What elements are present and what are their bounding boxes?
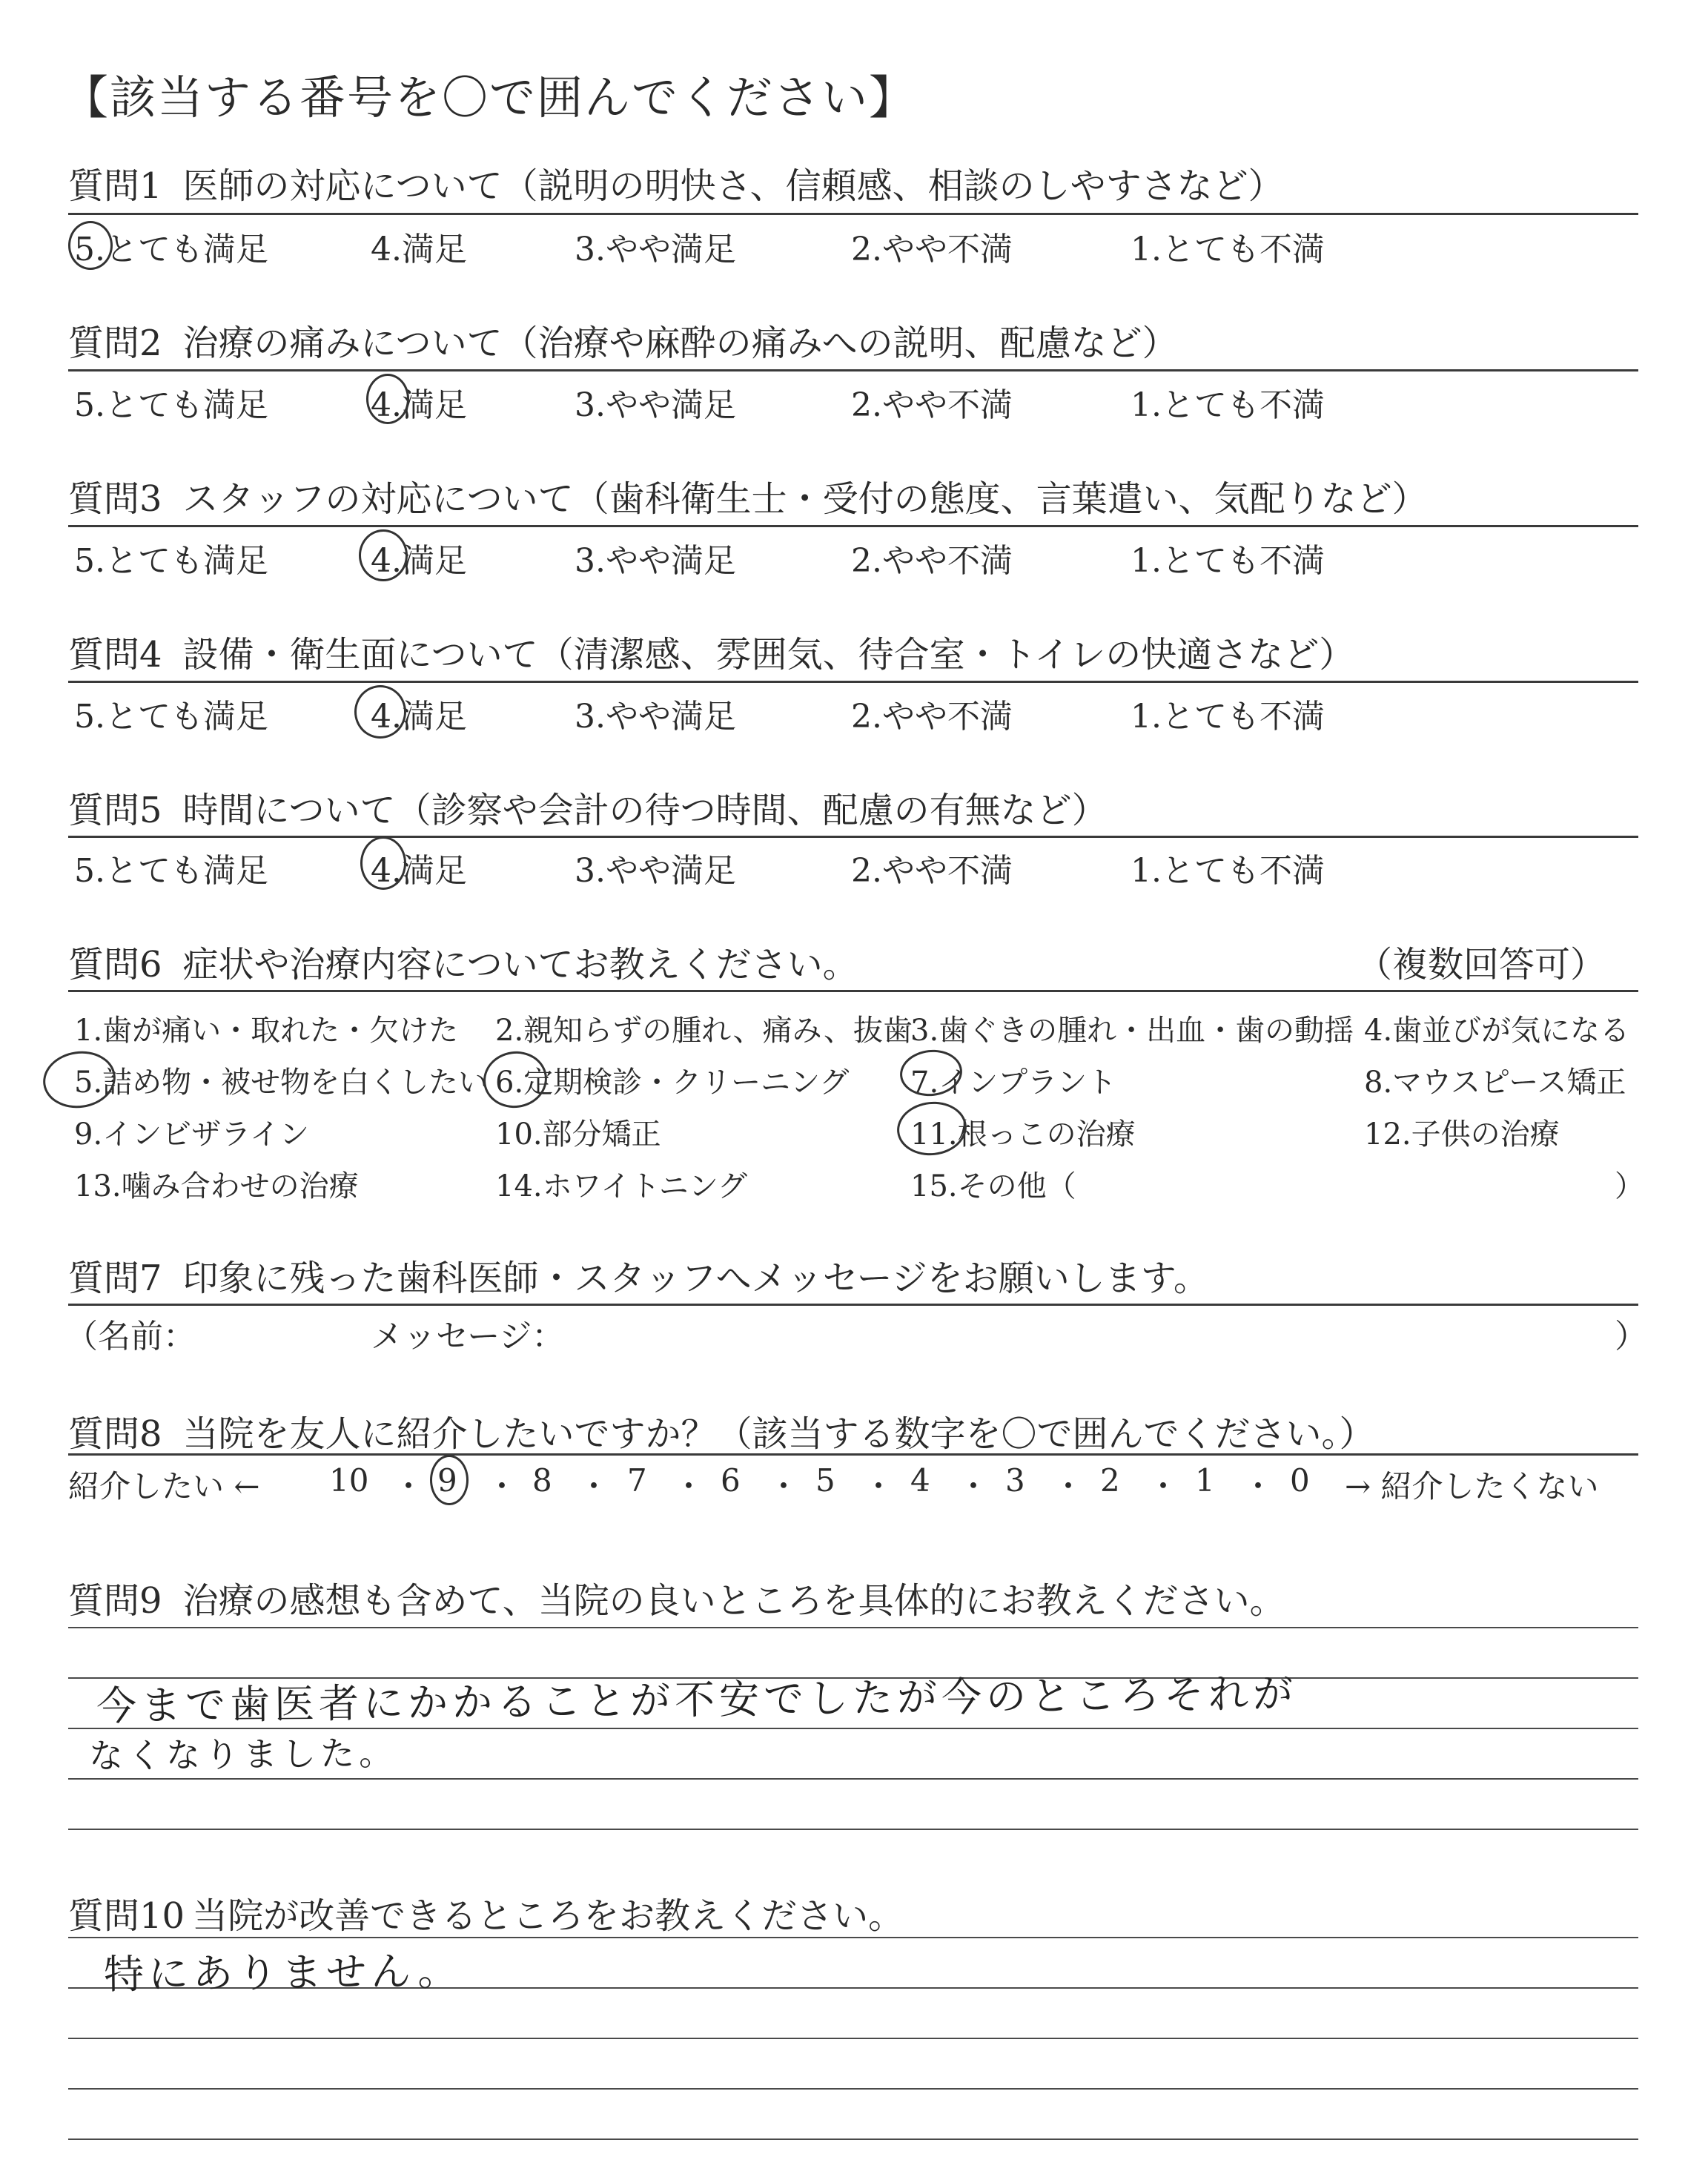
- q2-option-4[interactable]: 4.満足: [371, 386, 467, 424]
- question-4-label: 質問4: [68, 634, 162, 676]
- scale-2[interactable]: 2: [1100, 1462, 1120, 1499]
- scale-dot: ・: [863, 1468, 895, 1505]
- q3-option-3[interactable]: 3.やや満足: [575, 542, 736, 580]
- q6-item-6[interactable]: 6.定期検診・クリーニング: [495, 1066, 850, 1100]
- divider: [68, 525, 1638, 527]
- question-10-text: 当院が改善できるところをお教えください。: [192, 1895, 904, 1937]
- scale-dot: ・: [393, 1468, 425, 1505]
- divider: [68, 990, 1638, 992]
- q2-option-3[interactable]: 3.やや満足: [575, 386, 736, 424]
- q6-item-8[interactable]: 8.マウスピース矯正: [1364, 1066, 1626, 1100]
- selection-circle: [354, 685, 406, 739]
- scale-dot: ・: [1242, 1468, 1274, 1505]
- q1-option-3[interactable]: 3.やや満足: [575, 231, 736, 268]
- question-8-text: 当院を友人に紹介したいですか？（該当する数字を〇で囲んでください。）: [182, 1413, 1375, 1455]
- q1-option-5[interactable]: 5.とても満足: [74, 231, 268, 268]
- question-3: [68, 470, 1428, 521]
- question-3-label: 質問3: [68, 478, 162, 520]
- answer-line: [68, 2138, 1638, 2140]
- recommend-right-label: → 紹介したくない: [1345, 1468, 1599, 1505]
- multi-answer-note: （複数回答可）: [1357, 944, 1606, 985]
- selection-circle: [430, 1455, 469, 1505]
- scale-dot: ・: [578, 1468, 610, 1505]
- scale-dot: ・: [486, 1468, 518, 1505]
- divider: [68, 836, 1638, 838]
- divider: [68, 1304, 1638, 1306]
- q6-item-11[interactable]: 11.根っこの治療: [910, 1117, 1136, 1152]
- recommend-left-label: 紹介したい ←: [68, 1468, 260, 1505]
- q6-item-7[interactable]: 7.インプラント: [910, 1066, 1117, 1100]
- question-3-text: スタッフの対応について（歯科衛生士・受付の態度、言葉遣い、気配りなど）: [182, 478, 1428, 520]
- q2-option-2[interactable]: 2.やや不満: [851, 386, 1013, 424]
- q5-option-4[interactable]: 4.満足: [371, 852, 467, 890]
- q10-answer-line-1: 特にありません。: [103, 1947, 463, 1998]
- question-2-text: 治療の痛みについて（治療や麻酔の痛みへの説明、配慮など）: [182, 323, 1178, 364]
- answer-line: [68, 2088, 1638, 2090]
- q5-option-3[interactable]: 3.やや満足: [575, 852, 736, 890]
- scale-6[interactable]: 6: [721, 1462, 741, 1499]
- q6-item-5[interactable]: 5.詰め物・被せ物を白くしたい: [74, 1066, 489, 1100]
- q2-option-5[interactable]: 5.とても満足: [74, 386, 268, 424]
- divider: [68, 681, 1638, 683]
- scale-9[interactable]: 9: [437, 1462, 457, 1499]
- question-6-label: 質問6: [68, 944, 162, 985]
- q5-option-5[interactable]: 5.とても満足: [74, 852, 268, 890]
- q4-option-1[interactable]: 1.とても不満: [1131, 698, 1325, 736]
- selection-circle: [366, 374, 409, 424]
- page-title: 【該当する番号を〇で囲んでください】: [62, 70, 917, 125]
- selection-circle: [39, 1047, 119, 1113]
- q6-item-12[interactable]: 12.子供の治療: [1364, 1117, 1560, 1152]
- q4-option-3[interactable]: 3.やや満足: [575, 698, 736, 736]
- q3-option-5[interactable]: 5.とても満足: [74, 542, 268, 580]
- question-8: [68, 1405, 1375, 1456]
- question-9-text: 治療の感想も含めて、当院の良いところを具体的にお教えください。: [182, 1580, 1285, 1622]
- q1-option-2[interactable]: 2.やや不満: [851, 231, 1013, 268]
- question-9: [68, 1572, 1285, 1623]
- q4-option-2[interactable]: 2.やや不満: [851, 698, 1013, 736]
- scale-8[interactable]: 8: [532, 1462, 552, 1499]
- scale-dot: ・: [1053, 1468, 1085, 1505]
- scale-10[interactable]: 10: [329, 1462, 369, 1499]
- message-close: ）: [1615, 1318, 1647, 1355]
- name-field[interactable]: （名前：: [65, 1318, 196, 1355]
- question-6-text: 症状や治療内容についてお教えください。: [182, 944, 858, 985]
- question-1-label: 質問1: [68, 165, 162, 207]
- scale-dot: ・: [768, 1468, 800, 1505]
- answer-line: [68, 1829, 1638, 1830]
- q9-answer-line-2: なくなりました。: [88, 1732, 398, 1777]
- q6-item-1[interactable]: 1.歯が痛い・取れた・欠けた: [74, 1014, 459, 1048]
- q6-item-15-close: ）: [1615, 1169, 1644, 1203]
- selection-circle: [480, 1047, 551, 1112]
- selection-circle: [359, 529, 408, 581]
- question-9-label: 質問9: [68, 1580, 162, 1622]
- scale-dot: ・: [673, 1468, 705, 1505]
- scale-1[interactable]: 1: [1195, 1462, 1215, 1499]
- question-6: [68, 936, 858, 987]
- scale-dot: ・: [1148, 1468, 1179, 1505]
- question-5: [68, 782, 1108, 833]
- selection-circle: [360, 836, 406, 890]
- scale-0[interactable]: 0: [1290, 1462, 1310, 1499]
- selection-circle: [68, 221, 113, 270]
- q2-option-1[interactable]: 1.とても不満: [1131, 386, 1325, 424]
- q6-item-13[interactable]: 13.噛み合わせの治療: [74, 1169, 359, 1203]
- question-4-text: 設備・衛生面について（清潔感、雰囲気、待合室・トイレの快適さなど）: [182, 634, 1355, 676]
- q6-item-2[interactable]: 2.親知らずの腫れ、痛み、抜歯: [495, 1014, 913, 1048]
- scale-4[interactable]: 4: [910, 1462, 930, 1499]
- question-7-text: 印象に残った歯科医師・スタッフへメッセージをお願いします。: [182, 1258, 1209, 1299]
- divider: [68, 213, 1638, 215]
- q3-option-4[interactable]: 4.満足: [371, 542, 467, 580]
- question-10: [68, 1887, 904, 1938]
- answer-line: [68, 2038, 1638, 2039]
- question-1-text: 医師の対応について（説明の明快さ、信頼感、相談のしやすさなど）: [182, 165, 1284, 207]
- question-2-label: 質問2: [68, 323, 162, 364]
- q1-option-4[interactable]: 4.満足: [371, 231, 467, 268]
- question-10-label: 質問10: [68, 1895, 185, 1937]
- q6-item-14[interactable]: 14.ホワイトニング: [495, 1169, 748, 1203]
- q3-option-1[interactable]: 1.とても不満: [1131, 542, 1325, 580]
- q6-item-15[interactable]: 15.その他（: [910, 1169, 1076, 1203]
- question-2: [68, 314, 1178, 366]
- q4-option-4[interactable]: 4.満足: [371, 698, 467, 736]
- q5-option-1[interactable]: 1.とても不満: [1131, 852, 1325, 890]
- scale-3[interactable]: 3: [1005, 1462, 1025, 1499]
- q6-item-4[interactable]: 4.歯並びが気になる: [1364, 1014, 1630, 1048]
- q3-option-2[interactable]: 2.やや不満: [851, 542, 1013, 580]
- scale-7[interactable]: 7: [627, 1462, 647, 1499]
- question-8-label: 質問8: [68, 1413, 162, 1455]
- q6-item-9[interactable]: 9.インビザライン: [74, 1117, 309, 1152]
- q1-option-1[interactable]: 1.とても不満: [1131, 231, 1325, 268]
- question-7: [68, 1249, 1209, 1301]
- q9-answer-line-1: 今まで歯医者にかかることが不安でしたが今のところそれが: [96, 1670, 1298, 1730]
- q5-option-2[interactable]: 2.やや不満: [851, 852, 1013, 890]
- question-7-label: 質問7: [68, 1258, 162, 1299]
- question-5-label: 質問5: [68, 790, 162, 831]
- question-4: [68, 626, 1354, 677]
- q6-item-3[interactable]: 3.歯ぐきの腫れ・出血・歯の動揺: [910, 1014, 1354, 1048]
- answer-line: [68, 1627, 1638, 1628]
- message-field[interactable]: メッセージ：: [371, 1318, 565, 1355]
- question-5-text: 時間について（診察や会計の待つ時間、配慮の有無など）: [182, 790, 1108, 831]
- scale-5[interactable]: 5: [815, 1462, 835, 1499]
- answer-line: [68, 1778, 1638, 1780]
- divider: [68, 369, 1638, 371]
- question-1: [68, 157, 1284, 208]
- scale-dot: ・: [958, 1468, 990, 1505]
- q4-option-5[interactable]: 5.とても満足: [74, 698, 268, 736]
- divider: [68, 1453, 1638, 1456]
- answer-line: [68, 1937, 1638, 1938]
- q6-item-10[interactable]: 10.部分矯正: [495, 1117, 661, 1152]
